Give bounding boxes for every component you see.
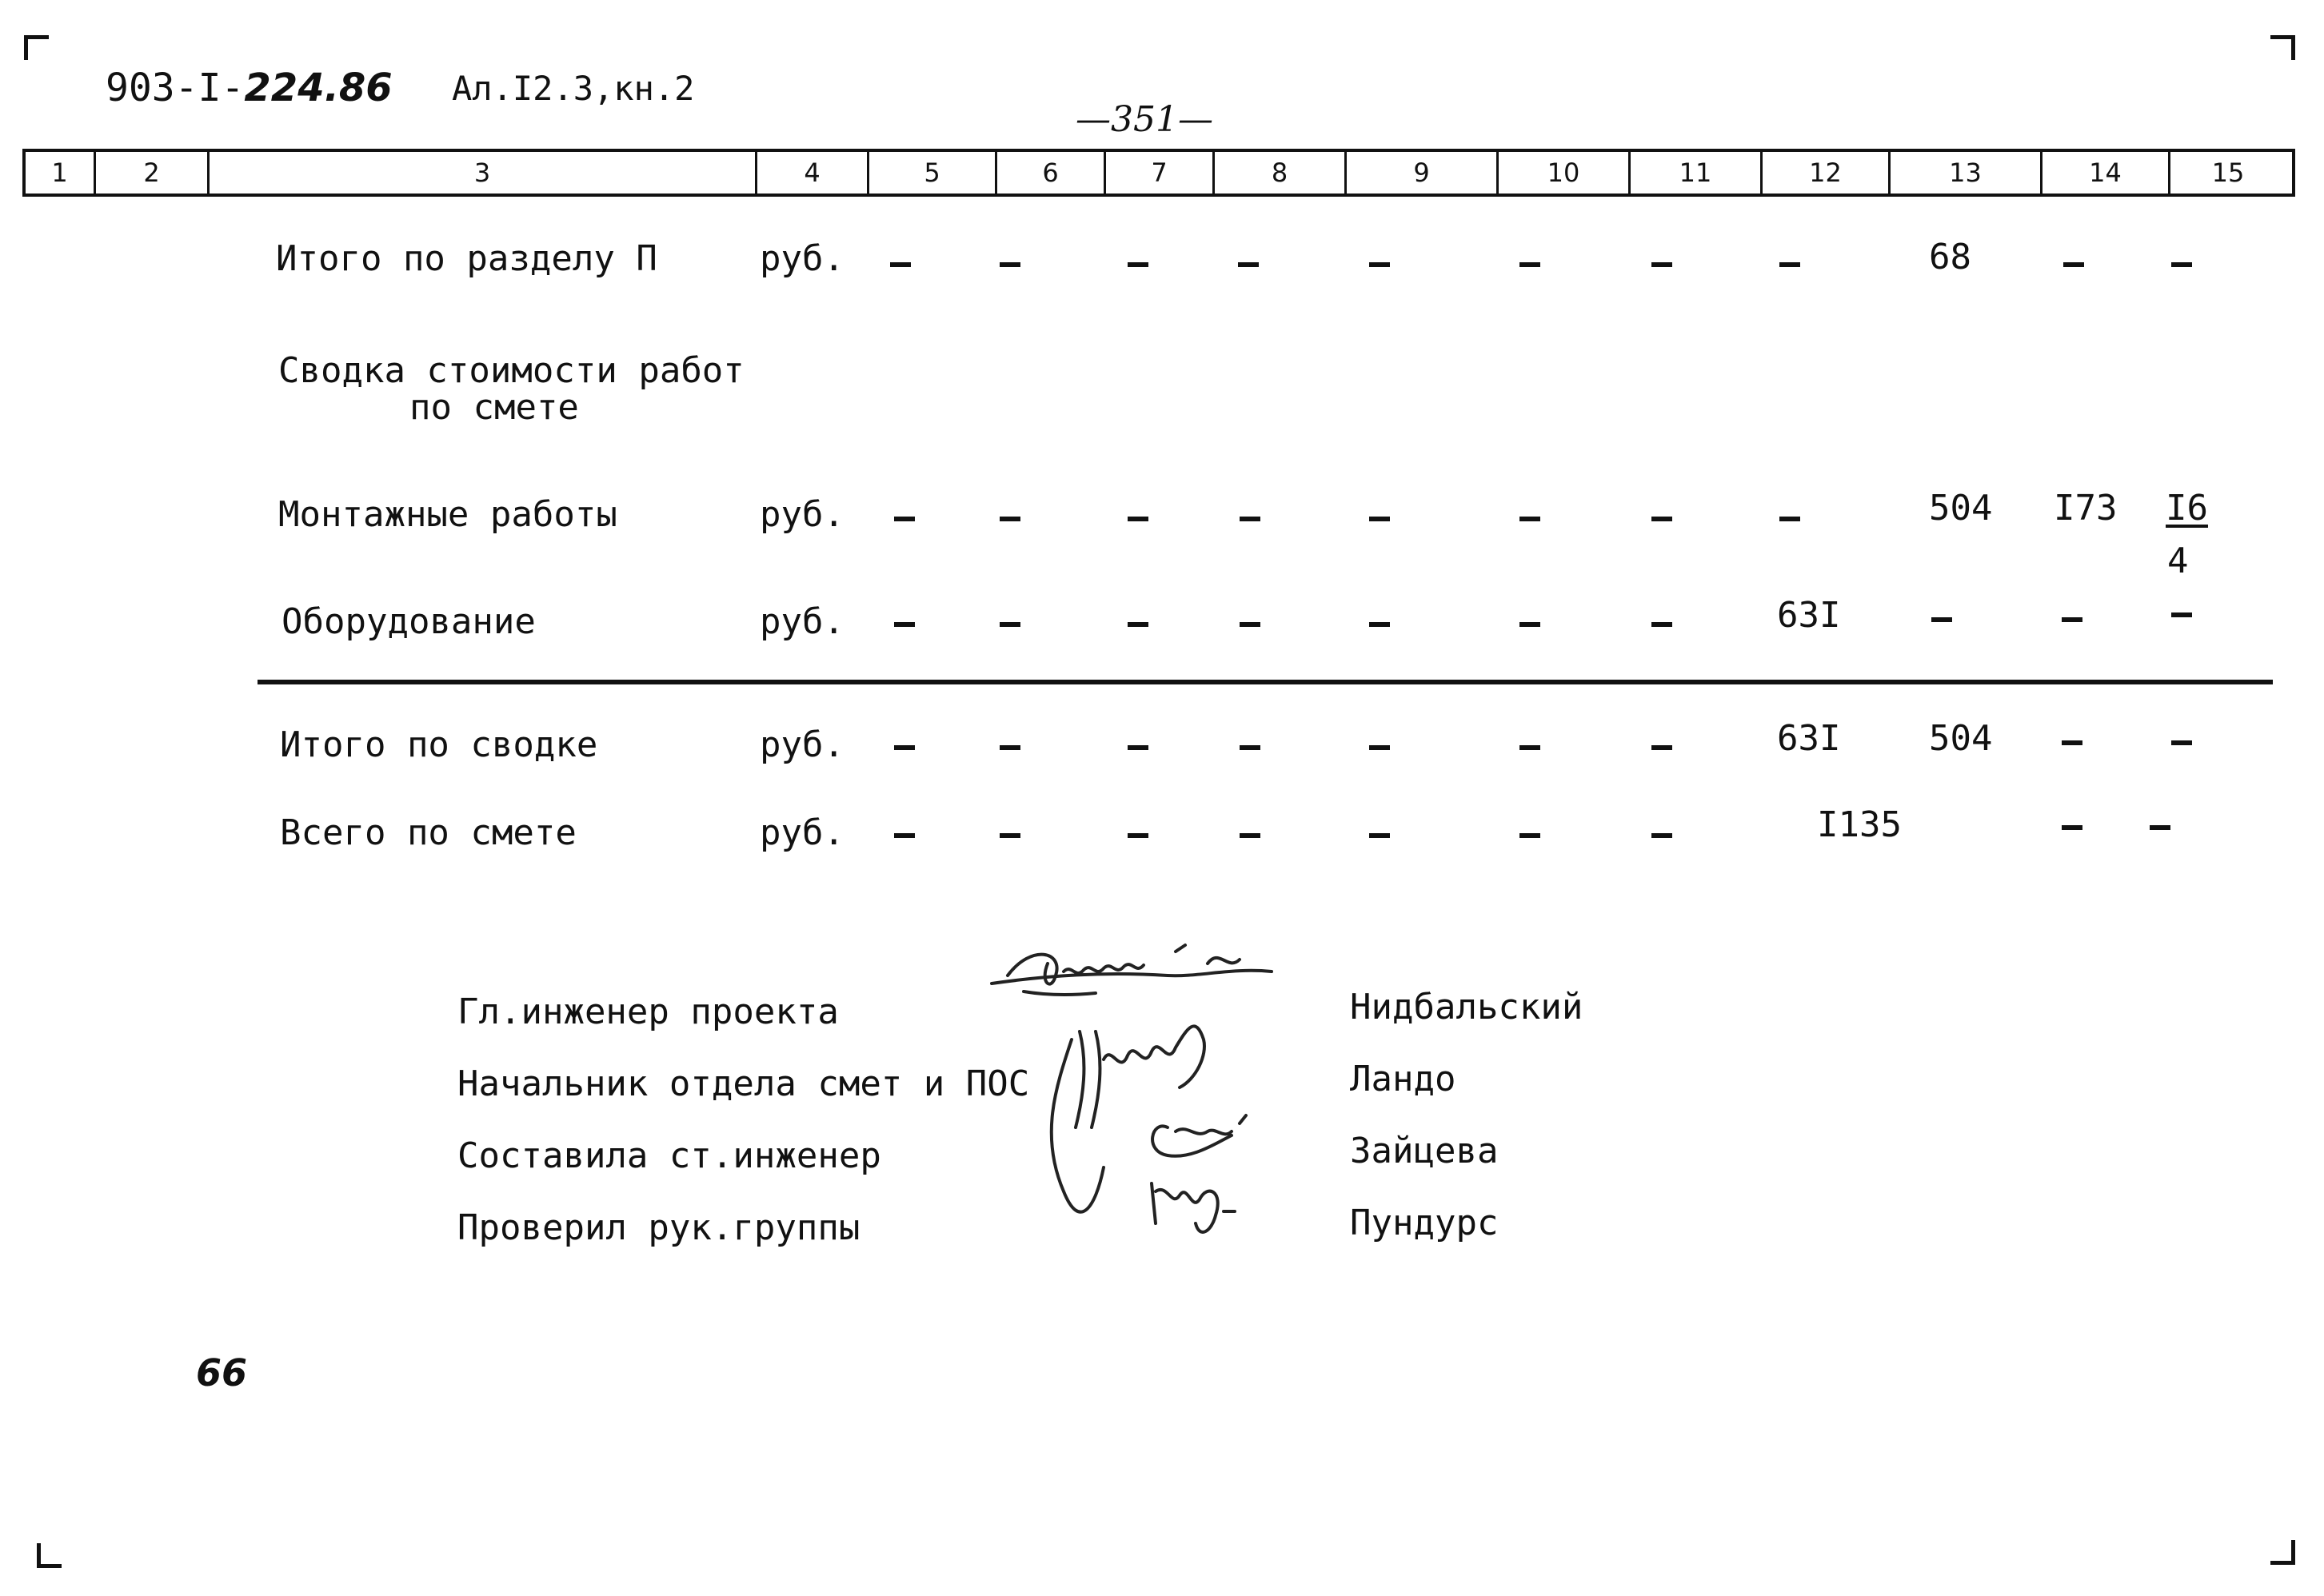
row-label-section-total: Итого по разделу П — [276, 238, 657, 279]
value-col14: I73 — [2054, 488, 2118, 529]
dash — [2062, 825, 2082, 830]
album-reference: Ал.I2.3,кн.2 — [452, 69, 695, 108]
dash — [1369, 262, 1390, 267]
dash — [1519, 262, 1540, 267]
dash — [1000, 262, 1020, 267]
row-label-equipment: Оборудование — [282, 601, 536, 642]
dash — [2150, 825, 2170, 830]
column-number-header — [22, 149, 2295, 197]
dash — [1651, 833, 1672, 838]
dash — [1128, 262, 1148, 267]
dash — [2062, 617, 2082, 622]
dash — [2171, 262, 2192, 267]
column-header-cell: 12 — [1763, 152, 1891, 194]
column-header-cell: 5 — [869, 152, 997, 194]
dash — [2063, 262, 2084, 267]
dash — [1519, 622, 1540, 627]
dash — [1000, 517, 1020, 521]
column-header-cell: 13 — [1891, 152, 2042, 194]
page-number: —351— — [1076, 99, 1213, 140]
column-header-cell: 4 — [757, 152, 869, 194]
signature-role: Начальник отдела смет и ПОС — [457, 1063, 1030, 1104]
column-header-cell: 8 — [1215, 152, 1347, 194]
handwritten-signatures — [976, 928, 1360, 1263]
dash — [2171, 740, 2192, 745]
dash — [1000, 622, 1020, 627]
signature-role: Гл.инженер проекта — [457, 992, 839, 1032]
dash — [1240, 745, 1260, 750]
dash — [1369, 745, 1390, 750]
row-unit: руб. — [760, 812, 845, 853]
row-label-installation: Монтажные работы — [278, 494, 617, 535]
crop-mark-bottom-right — [2270, 1540, 2295, 1565]
value-col13: 504 — [1929, 488, 1993, 529]
dash — [1779, 262, 1800, 267]
column-header-cell: 1 — [26, 152, 96, 194]
column-header-cell: 9 — [1347, 152, 1499, 194]
value-col15-bottom: 4 — [2167, 541, 2189, 581]
dash — [1651, 262, 1672, 267]
dash — [1128, 622, 1148, 627]
dash — [1240, 622, 1260, 627]
signature-name: Зайцева — [1350, 1131, 1499, 1171]
value-col12: 63I — [1777, 718, 1841, 759]
row-label-estimate-total: Всего по смете — [280, 812, 577, 853]
dash — [1128, 833, 1148, 838]
dash — [890, 262, 911, 267]
total-separator-line — [258, 680, 2273, 684]
signature-role: Составила ст.инженер — [457, 1135, 881, 1176]
document-code-prefix: 903-I- — [106, 66, 245, 110]
dash — [894, 833, 915, 838]
row-unit: руб. — [760, 601, 845, 642]
dash — [1369, 622, 1390, 627]
column-header-cell: 2 — [96, 152, 210, 194]
dash — [1779, 517, 1800, 521]
dash — [1000, 745, 1020, 750]
value-col12-13: I135 — [1817, 804, 1902, 845]
row-label-summary-total: Итого по сводке — [280, 724, 598, 765]
column-header-cell: 11 — [1631, 152, 1763, 194]
dash — [1369, 833, 1390, 838]
signature-name: Пундурс — [1350, 1203, 1499, 1243]
dash — [1128, 745, 1148, 750]
value-col12: 63I — [1777, 595, 1841, 636]
column-header-cell: 7 — [1106, 152, 1215, 194]
crop-mark-top-left — [24, 35, 49, 60]
dash — [1128, 517, 1148, 521]
document-code — [106, 66, 393, 110]
dash — [1519, 517, 1540, 521]
document-code-handwritten: 224.86 — [244, 66, 393, 110]
crop-mark-top-right — [2270, 35, 2295, 60]
value-col13: 68 — [1929, 237, 1971, 277]
column-header-cell: 3 — [210, 152, 757, 194]
dash — [1240, 833, 1260, 838]
dash — [1931, 617, 1952, 622]
value-col15-top: I6 — [2166, 488, 2208, 529]
dash — [1519, 833, 1540, 838]
dash — [1369, 517, 1390, 521]
sheet-number: 66 — [196, 1351, 248, 1395]
signature-name: Ландо — [1350, 1059, 1456, 1099]
crop-mark-bottom-left — [37, 1543, 62, 1568]
summary-heading-subline: по смете — [409, 387, 579, 428]
column-header-cell: 10 — [1499, 152, 1631, 194]
dash — [1651, 745, 1672, 750]
dash — [2171, 612, 2192, 617]
dash — [894, 622, 915, 627]
dash — [1651, 517, 1672, 521]
column-header-cell: 15 — [2211, 158, 2245, 188]
signature-name: Нидбальский — [1350, 987, 1583, 1027]
row-unit: руб. — [760, 724, 845, 765]
column-header-cell: 14 — [2042, 152, 2170, 194]
signature-role: Проверил рук.группы — [457, 1207, 861, 1248]
column-header-cell: 6 — [997, 152, 1106, 194]
dash — [1238, 262, 1259, 267]
summary-heading: Сводка стоимости работ — [278, 350, 745, 391]
dash — [894, 517, 915, 521]
row-unit: руб. — [760, 238, 845, 279]
dash — [1651, 622, 1672, 627]
dash — [1519, 745, 1540, 750]
dash — [1240, 517, 1260, 521]
dash — [2062, 740, 2082, 745]
row-unit: руб. — [760, 494, 845, 535]
dash — [894, 745, 915, 750]
dash — [1000, 833, 1020, 838]
value-col13: 504 — [1929, 718, 1993, 759]
